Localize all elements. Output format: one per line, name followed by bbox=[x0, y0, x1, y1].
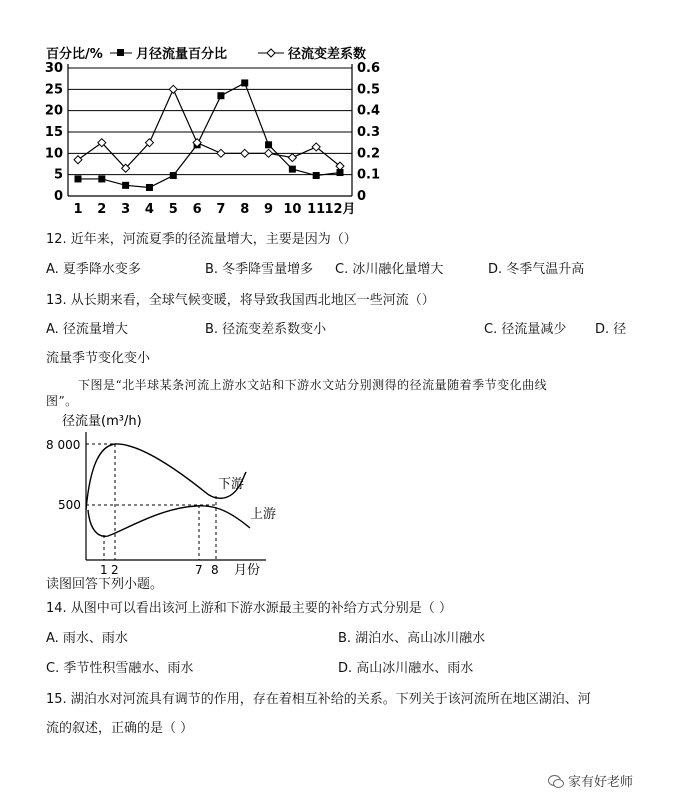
question-13-option-c: C. 径流量减少 bbox=[484, 322, 567, 337]
question-13-continuation: 流量季节变化变小 bbox=[46, 351, 151, 366]
legend-monthly-percent bbox=[110, 46, 227, 62]
question-14-option-a: A. 雨水、雨水 bbox=[46, 631, 128, 646]
right-tick-label: 0 bbox=[357, 189, 367, 204]
wechat-icon bbox=[548, 774, 564, 788]
chart2-xlabel: 月份 bbox=[234, 563, 261, 578]
left-tick-label: 30 bbox=[44, 61, 63, 76]
x-tick-label: 4 bbox=[144, 202, 154, 217]
question-14-stem: 14. 从图中可以看出该河上游和下游水源最主要的补给方式分别是（ ） bbox=[46, 601, 452, 616]
chart2-x-tick-8: 8 bbox=[211, 563, 219, 577]
question-13-stem: 13. 从长期来看，全球气候变暖，将导致我国西北地区一些河流（） bbox=[46, 293, 435, 308]
question-13-option-a: A. 径流量增大 bbox=[46, 322, 128, 337]
chart2-x-tick-7: 7 bbox=[195, 563, 203, 577]
variation-coefficient-line bbox=[78, 89, 340, 168]
x-tick-label: 3 bbox=[121, 202, 131, 217]
question-12-stem: 12. 近年来，河流夏季的径流量增大，主要是因为（） bbox=[46, 232, 357, 247]
watermark bbox=[548, 771, 633, 790]
x-tick-label: 7 bbox=[216, 202, 226, 217]
upstream-label: 上游 bbox=[250, 507, 277, 522]
x-tick-label: 6 bbox=[192, 202, 202, 217]
right-tick-label: 0.5 bbox=[357, 82, 381, 98]
monthly-percent-point bbox=[313, 172, 320, 179]
chart2-x-tick-1: 1 bbox=[100, 563, 108, 577]
right-tick-label: 0.4 bbox=[357, 103, 381, 119]
monthly-percent-point bbox=[122, 182, 129, 189]
x-tick-label: 2 bbox=[97, 202, 107, 217]
left-tick-label: 10 bbox=[44, 146, 63, 162]
left-tick-label: 25 bbox=[44, 82, 63, 98]
upstream-curve bbox=[88, 506, 250, 536]
question-12-option-d: D. 冬季气温升高 bbox=[488, 262, 585, 277]
right-tick-label: 0.6 bbox=[357, 61, 381, 76]
variation-coefficient-point bbox=[241, 149, 249, 157]
x-tick-label: 12月 bbox=[324, 202, 356, 217]
figure-intro-line2: 图”。 bbox=[46, 394, 78, 408]
variation-coefficient-point bbox=[169, 85, 177, 93]
read-instruction: 读图回答下列小题。 bbox=[46, 577, 164, 592]
legend-variation-coefficient-label: 径流变差系数 bbox=[288, 47, 367, 62]
x-tick-label: 10 bbox=[283, 202, 302, 217]
watermark-text: 家有好老师 bbox=[568, 775, 634, 790]
figure-intro-line1: 下图是“北半球某条河流上游水文站和下游水文站分别测得的径流量随着季节变化曲线 bbox=[78, 378, 548, 392]
monthly-percent-point bbox=[170, 172, 177, 179]
question-14-option-d: D. 高山冰川融水、雨水 bbox=[338, 661, 474, 676]
right-tick-label: 0.2 bbox=[357, 146, 381, 162]
question-13-option-d: D. 径 bbox=[595, 322, 627, 337]
legend-variation-coefficient bbox=[258, 46, 366, 62]
chart2-y-tick-8000: 8 000 bbox=[46, 438, 81, 452]
legend-monthly-percent-label: 月径流量百分比 bbox=[136, 47, 228, 62]
question-14-option-b: B. 湖泊水、高山冰川融水 bbox=[338, 631, 486, 646]
downstream-label: 下游 bbox=[218, 477, 245, 492]
x-tick-label: 8 bbox=[240, 202, 250, 217]
question-15-line2: 流的叙述，正确的是（ ） bbox=[46, 721, 194, 736]
question-12-option-c: C. 冰川融化量增大 bbox=[335, 262, 444, 277]
monthly-percent-point bbox=[241, 79, 248, 86]
monthly-percent-point bbox=[75, 175, 82, 182]
monthly-percent-point bbox=[146, 184, 153, 191]
right-tick-label: 0.1 bbox=[357, 167, 381, 183]
left-tick-label: 0 bbox=[53, 189, 63, 204]
x-tick-label: 11 bbox=[307, 202, 326, 217]
left-tick-label: 15 bbox=[44, 125, 63, 140]
question-15-line1: 15. 湖泊水对河流具有调节的作用，存在着相互补给的关系。下列关于该河流所在地区湖泊、河 bbox=[46, 692, 591, 707]
right-tick-label: 0.3 bbox=[357, 125, 381, 140]
monthly-percent-point bbox=[265, 141, 272, 148]
monthly-percent-line bbox=[78, 83, 340, 188]
monthly-percent-point bbox=[289, 166, 296, 173]
runoff-chart bbox=[0, 0, 400, 222]
variation-coefficient-point bbox=[217, 149, 225, 157]
variation-coefficient-point bbox=[265, 149, 273, 157]
x-tick-label: 5 bbox=[168, 202, 178, 217]
left-tick-label: 5 bbox=[53, 167, 63, 183]
question-13-option-b: B. 径流变差系数变小 bbox=[205, 322, 327, 337]
monthly-percent-point bbox=[98, 175, 105, 182]
question-14-option-c: C. 季节性积雪融水、雨水 bbox=[46, 661, 194, 676]
seasonal-runoff-chart bbox=[0, 410, 300, 580]
chart2-x-tick-2: 2 bbox=[111, 563, 119, 577]
monthly-percent-point bbox=[217, 92, 224, 99]
x-tick-label: 9 bbox=[264, 202, 274, 217]
x-tick-label: 1 bbox=[73, 202, 83, 217]
chart2-y-tick-500: 500 bbox=[58, 498, 81, 512]
variation-coefficient-point bbox=[288, 154, 296, 162]
chart2-ylabel: 径流量(m³/h) bbox=[62, 414, 142, 429]
variation-coefficient-point bbox=[74, 156, 82, 164]
question-12-option-a: A. 夏季降水变多 bbox=[46, 262, 141, 277]
question-12-option-b: B. 冬季降雪量增多 bbox=[205, 262, 314, 277]
left-axis-label: 百分比/% bbox=[46, 47, 103, 62]
left-tick-label: 20 bbox=[44, 103, 63, 119]
